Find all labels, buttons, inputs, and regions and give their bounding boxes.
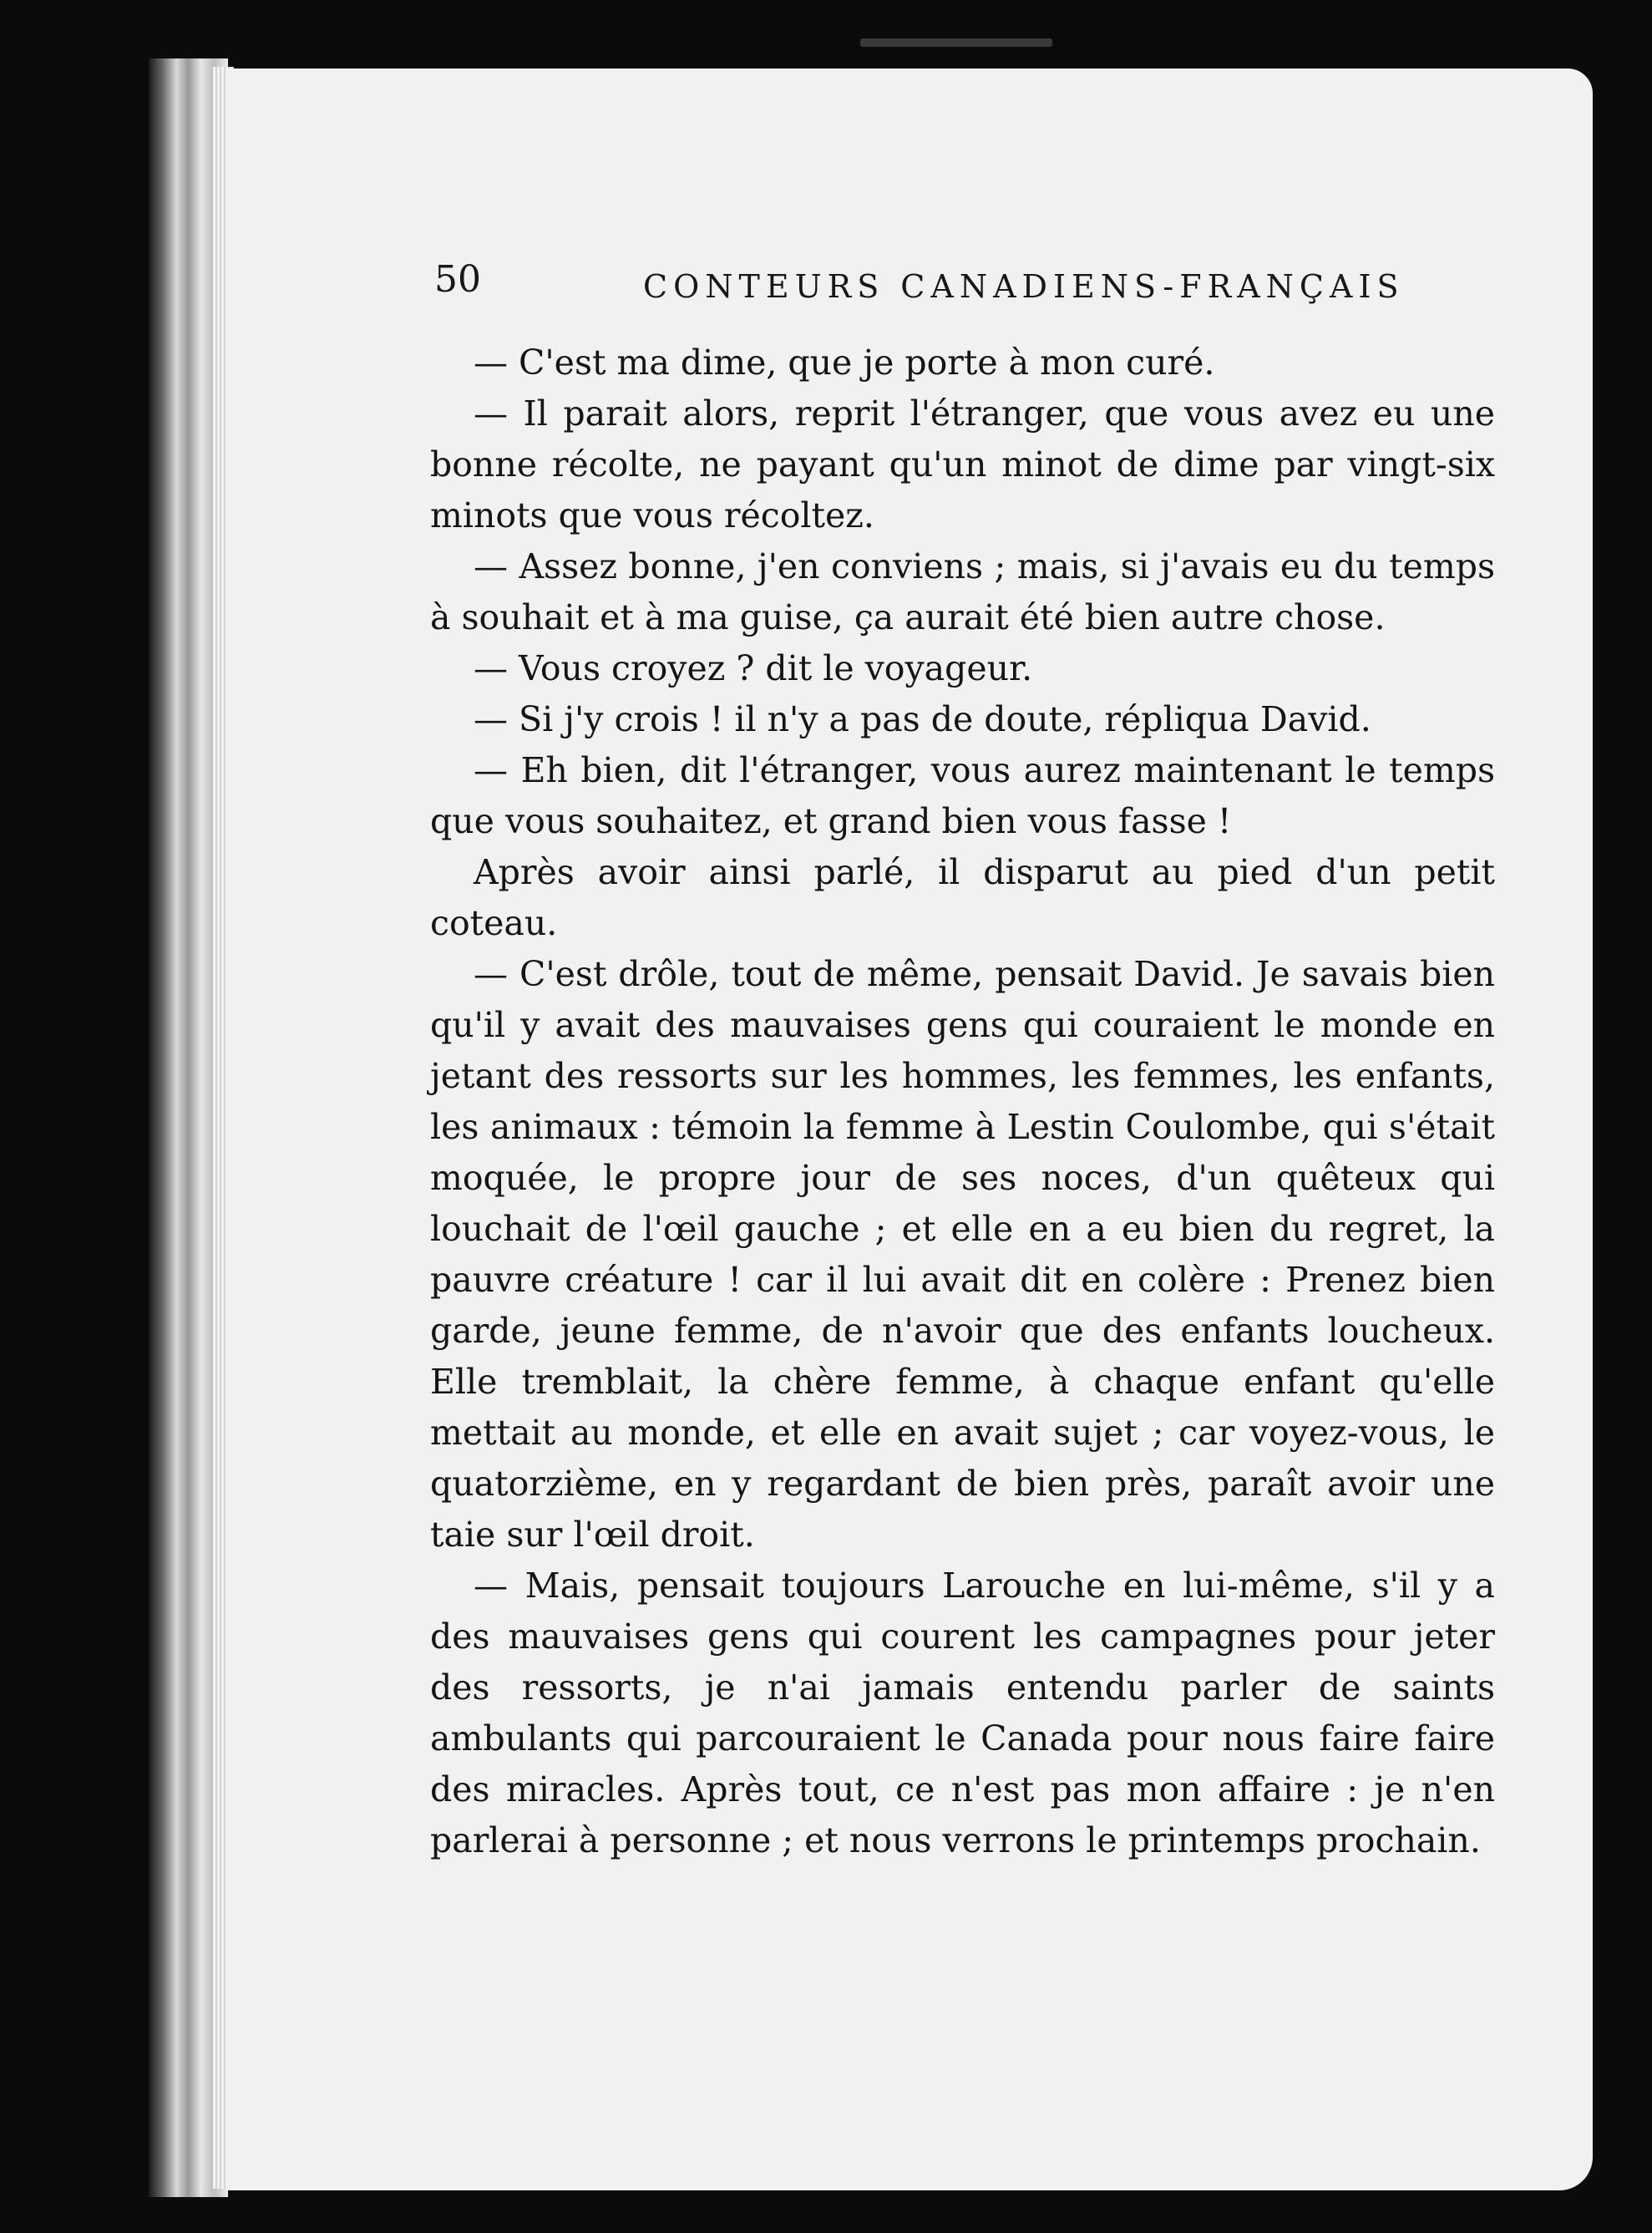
page-number: 50 [434, 258, 481, 301]
scan-artifact [860, 38, 1052, 47]
page-header [434, 255, 1405, 313]
body-text [430, 337, 1495, 1866]
paragraph: Après avoir ainsi parlé, il disparut au pied d'un petit coteau. [430, 852, 1495, 943]
paragraph: — Il parait alors, reprit l'étranger, que vous avez eu une bonne récolte, ne payant qu'un minot de dime par vingt-six minots que vous récoltez. [430, 393, 1495, 535]
paragraph: — C'est drôle, tout de même, pensait David. Je savais bien qu'il y avait des mauvaises gens qui couraient le monde en jetant des ressorts sur les hommes, les femmes, les enfants, les animaux : témoin la femme à Lestin Coulombe, qui s'était moquée, le propre jour de ses noces, d'un quêteux qui louchait de l'œil gauche ; et elle en a eu bien du regret, la pauvre créature ! car il lui avait dit en colère : Prenez bien garde, jeune femme, de n'avoir que des enfants loucheux. Elle tremblait, la chère femme, à chaque enfant qu'elle mettait au monde, et elle en avait sujet ; car voyez-vous, le quatorzième, en y regardant de bien près, paraît avoir une taie sur l'œil droit. [430, 954, 1495, 1555]
paragraph: — Si j'y crois ! il n'y a pas de doute, répliqua David. [474, 699, 1371, 739]
paragraph: — C'est ma dime, que je porte à mon curé. [474, 343, 1215, 383]
paragraph: — Assez bonne, j'en conviens ; mais, si j'avais eu du temps à souhait et à ma guise, ça aurait été bien autre chose. [430, 546, 1495, 637]
paragraph: — Vous croyez ? dit le voyageur. [474, 648, 1033, 688]
paragraph: — Mais, pensait toujours Larouche en lui-même, s'il y a des mauvaises gens qui courent les campagnes pour jeter des ressorts, je n'ai jamais entendu parler de saints ambulants qui parcouraient le Canada pour nous faire faire des miracles. Après tout, ce n'est pas mon affaire : je n'en parlerai à personne ; et nous verrons le printemps prochain. [430, 1566, 1495, 1860]
paragraph: — Eh bien, dit l'étranger, vous aurez maintenant le temps que vous souhaitez, et grand bien vous fasse ! [430, 750, 1495, 841]
running-title: CONTEURS CANADIENS-FRANÇAIS [643, 268, 1405, 305]
